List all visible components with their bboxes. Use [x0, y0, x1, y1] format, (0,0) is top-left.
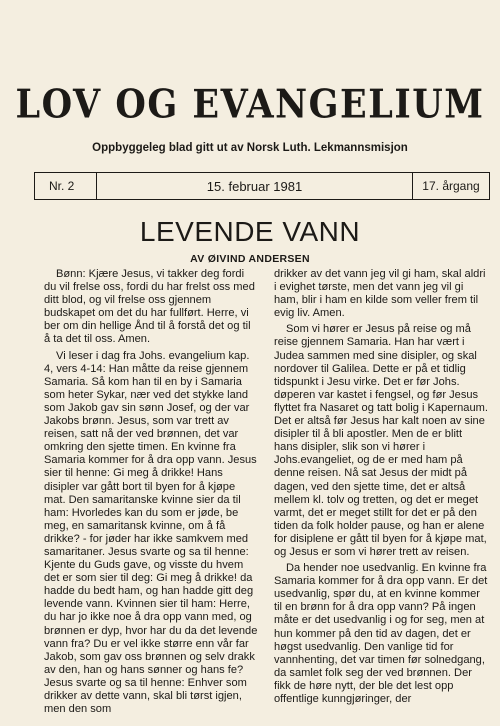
issue-bar — [34, 172, 490, 200]
issue-volume: 17. årgang — [412, 173, 489, 199]
article-headline: LEVENDE VANN — [139, 216, 361, 247]
issue-date: 15. februar 1981 — [206, 178, 303, 194]
paragraph: Som vi hører er Jesus på reise og må reise gjennem Samaria. Han har vært i Judea sammen med sine disipler, og skal nordover til Galilea. Dette er på et tidlig tidspunkt i Jesu virke. Det er før Johs. døperen var kastet i fengsel, og før Jesus flyttet fra Nasaret og tatt bolig i Kapernaum. Det er altså før Jesus har kalt noen av sine disipler til å bli apostler. Men de er blitt hans disipler, slik son vi hører i Johs.evangeliet, og de er med ham på denne reisen. Nå sat Jesus der midt på dagen, ved den sjette time, det er altså mellem kl. tolv og tretten, og det er meget varmt, det er meget stillt for det er på den tiden da folk holder pause, og han er alene for disiplene er gått til byen for å kjøpe mat, og Jesus er som vi hører trett av reisen. — [274, 323, 488, 558]
paragraph: Bønn: Kjære Jesus, vi takker deg fordi du vil frelse oss, fordi du har frelst oss med ditt blod, og vil frelse oss gjennem budskapet om det du har fullført. Herre, vi ber om din hellige Ånd til å forstå det og til å ta det til oss. Amen. — [44, 268, 255, 346]
paragraph: drikker av det vann jeg vil gi ham, skal aldri i evighet tørste, men det vann jeg vil gi ham, blir i ham en kilde som veller frem til evig liv. Amen. — [274, 268, 486, 320]
issue-number: Nr. 2 — [35, 173, 97, 199]
paragraph: Da hender noe usedvanlig. En kvinne fra Samaria kommer for å dra opp vann. Er det usedvanlig, spør du, at en kvinne kommer til en brønn for å dra opp vann? På ingen måte er det usedvanlig i og for seg, men at hun kommer på den tid av dagen, det er høgst usedvanlig. Den vanlige tid for vannhenting, det var timen før solnedgang, da samlet folk seg der ved brønnen. Der fikk de høre nytt, der ble det lest opp offentlige kunngjøringer, der — [274, 562, 488, 705]
paragraph: Vi leser i dag fra Johs. evangelium kap. 4, vers 4-14: Han måtte da reise gjennem Samaria. Så kom han til en by i Samaria som heter Sykar, nær ved det stykke land som Jakob gav sin sønn Josef, og der var Jakobs brønn. Jesus, som var trett av reisen, satt nå der ved brønnen, det var omkring den sjette timen. En kvinne fra Samaria kommer for å dra opp vann. Jesus sier til henne: Gi meg å drikke! Hans disipler var gått bort til byen for å kjøpe mat. Den samaritanske kvinne sier da til ham: Hvorledes kan du som er jøde, be meg, en samaritansk kvinne, om å få drikke? - for jøder har ikke samkvem med samaritaner. Jesus svarte og sa til henne: Kjente du Guds gave, og visste du hvem det er som sier til deg: Gi meg å drikke! da hadde du bedt ham, og han hadde gitt deg levende vann. Kvinnen sier til ham: Herre, du har jo ikke noe å dra opp vann med, og brønnen er dyp, hvor har du da det levende vann fra? Du er vel ikke større enn vår far Jakob, som gav oss brønnen og selv drakk av den, han og hans sønner og hans fe? Jesus svarte og sa til henne: Enhver som drikker av dette vann, skal bli tørst igjen, men den som — [44, 349, 258, 716]
masthead-title: LOV OG EVANGELIUM — [15, 81, 485, 128]
article-body — [44, 268, 488, 723]
right-column — [274, 268, 488, 723]
left-column — [44, 268, 258, 723]
article-byline: AV ØIVIND ANDERSEN — [190, 253, 310, 265]
masthead-subtitle: Oppbyggeleg blad gitt ut av Norsk Luth. Lekmannsmisjon — [92, 142, 408, 154]
